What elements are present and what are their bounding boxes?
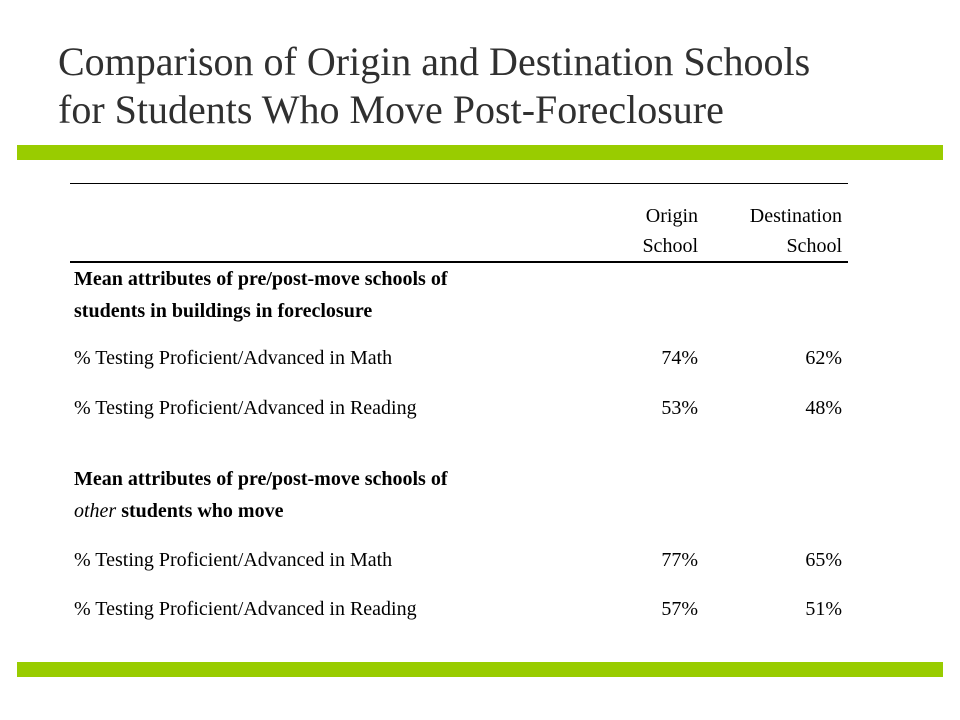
- slide-title: [58, 38, 918, 134]
- section-heading-line1: Mean attributes of pre/post-move schools of: [74, 268, 448, 290]
- cell-origin-value: 74%: [661, 347, 698, 369]
- row-label-reading: % Testing Proficient/Advanced in Reading: [74, 397, 417, 419]
- row-label-math: % Testing Proficient/Advanced in Math: [74, 347, 393, 369]
- section-heading-foreclosure: [74, 263, 594, 327]
- slide-title-line2: for Students Who Move Post-Foreclosure: [58, 87, 724, 132]
- column-header-origin-line2: School: [642, 235, 698, 257]
- cell-origin-value: 53%: [661, 397, 698, 419]
- cell-destination-value: 51%: [805, 598, 842, 620]
- section-heading-line2-italic: other: [74, 500, 117, 522]
- cell-origin-value: 57%: [661, 598, 698, 620]
- column-header-destination-line1: Destination: [749, 205, 842, 227]
- column-header-origin-line1: Origin: [645, 205, 698, 227]
- bottom-accent-bar: [17, 662, 943, 677]
- cell-destination-value: 62%: [805, 347, 842, 369]
- cell-origin-value: 77%: [661, 549, 698, 571]
- row-label-math: % Testing Proficient/Advanced in Math: [74, 549, 393, 571]
- section-heading-line2: students in buildings in foreclosure: [74, 300, 373, 322]
- table-top-rule: [70, 183, 848, 184]
- section-heading-line1: Mean attributes of pre/post-move schools of: [74, 468, 448, 490]
- column-header-destination-line2: School: [786, 235, 842, 257]
- section-heading-other-students: [74, 463, 594, 527]
- section-heading-line2: students who move: [116, 500, 284, 522]
- column-header-destination: [700, 201, 842, 261]
- row-label-reading: % Testing Proficient/Advanced in Reading: [74, 598, 417, 620]
- column-header-origin: [600, 201, 698, 261]
- top-accent-bar: [17, 145, 943, 160]
- cell-destination-value: 65%: [805, 549, 842, 571]
- cell-destination-value: 48%: [805, 397, 842, 419]
- slide-title-line1: Comparison of Origin and Destination Schools: [58, 39, 811, 84]
